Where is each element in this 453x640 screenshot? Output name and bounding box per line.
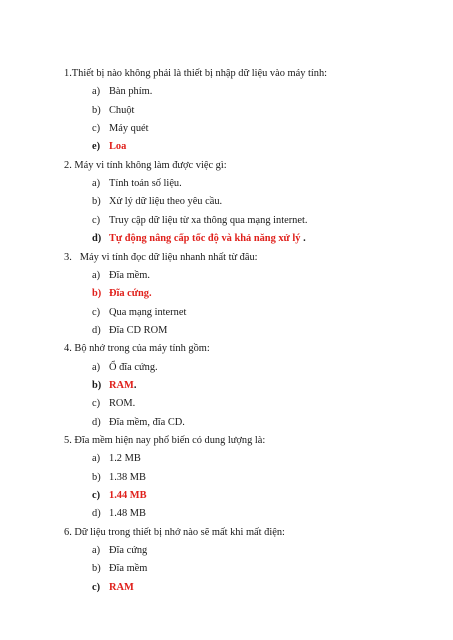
answer-letter: c) <box>92 214 101 226</box>
answer-option <box>92 104 134 117</box>
answer-text: Tính toán số liệu. <box>109 178 182 190</box>
answer-option <box>92 306 186 319</box>
correct-answer <box>92 287 152 300</box>
question-text <box>64 159 227 172</box>
answer-option <box>92 471 146 484</box>
answer-letter: c) <box>92 123 101 135</box>
correct-answer <box>92 581 134 594</box>
answer-text: Đĩa mềm. <box>109 269 150 281</box>
answer-option <box>92 195 222 208</box>
answer-text: Loa <box>109 141 127 153</box>
answer-text: 1.2 MB <box>109 453 141 465</box>
question-text <box>64 526 285 539</box>
answer-letter: b) <box>92 379 102 391</box>
answer-option <box>92 85 152 98</box>
answer-option <box>92 562 147 575</box>
answer-option <box>92 416 185 429</box>
question-label: 6. Dữ liệu trong thiết bị nhớ nào sẽ mất khi mất điện: <box>64 526 285 538</box>
answer-text: Máy quét <box>109 123 149 135</box>
answer-option <box>92 507 146 520</box>
answer-text: Đĩa cứng. <box>109 288 152 300</box>
answer-letter: d) <box>92 416 101 428</box>
correct-answer <box>92 232 306 245</box>
answer-option <box>92 177 182 190</box>
correct-answer <box>92 379 136 392</box>
answer-text: Đĩa mềm, đĩa CD. <box>109 416 185 428</box>
answer-letter: c) <box>92 306 101 318</box>
question-label: 2. Máy vi tính không làm được việc gì: <box>64 159 227 171</box>
answer-option <box>92 269 150 282</box>
answer-letter: c) <box>92 490 101 502</box>
answer-letter: d) <box>92 508 101 520</box>
answer-text: RAM <box>109 581 134 593</box>
question-text <box>64 67 327 80</box>
answer-text: Xử lý dữ liệu theo yêu cầu. <box>109 196 223 208</box>
answer-letter: a) <box>92 545 101 557</box>
question-label: 1.Thiết bị nào không phải là thiết bị nhập dữ liệu vào máy tính: <box>64 68 328 79</box>
answer-letter: a) <box>92 269 101 281</box>
answer-letter: b) <box>92 471 101 483</box>
answer-option <box>92 324 167 337</box>
answer-text: 1.38 MB <box>109 471 146 483</box>
answer-option <box>92 452 141 465</box>
answer-text: Ổ đĩa cứng. <box>109 361 158 373</box>
answer-letter: b) <box>92 104 101 116</box>
answer-text: ROM. <box>109 398 136 410</box>
question-text <box>64 434 265 447</box>
correct-answer <box>92 140 126 153</box>
answer-text: Truy cập dữ liệu từ xa thông qua mạng internet. <box>109 214 308 226</box>
answer-letter: e) <box>92 141 101 153</box>
answer-letter: c) <box>92 398 101 410</box>
answer-option <box>92 544 147 557</box>
answer-text: Tự động nâng cấp tốc độ và khả năng xử lý <box>109 233 301 245</box>
answer-text: Đĩa mềm <box>109 563 148 575</box>
answer-option <box>92 122 149 135</box>
question-text <box>64 342 210 355</box>
answer-letter: d) <box>92 233 102 245</box>
correct-answer <box>92 489 147 502</box>
question-label: Máy vi tính đọc dữ liệu nhanh nhất từ đâu: <box>79 251 258 263</box>
answer-letter: b) <box>92 288 102 300</box>
answer-letter: a) <box>92 86 101 98</box>
answer-suffix: . <box>300 233 306 245</box>
answer-option <box>92 361 158 374</box>
answer-letter: c) <box>92 581 101 593</box>
question-label: 5. Đĩa mềm hiện nay phổ biến có dung lượng là: <box>64 435 266 446</box>
answer-text: 1.48 MB <box>109 508 146 520</box>
answer-letter: b) <box>92 563 101 575</box>
answer-letter: a) <box>92 178 101 190</box>
question-label: 4. Bộ nhớ trong của máy tính gồm: <box>64 343 210 355</box>
answer-letter: d) <box>92 324 101 336</box>
answer-text: Đĩa CD ROM <box>109 324 168 336</box>
answer-text: 1.44 MB <box>109 490 147 502</box>
question-text <box>64 251 258 264</box>
answer-suffix: . <box>133 379 137 391</box>
answer-text: RAM <box>109 379 134 391</box>
answer-option <box>92 214 307 227</box>
answer-text: Qua mạng internet <box>109 306 187 318</box>
answer-letter: b) <box>92 196 101 208</box>
answer-text: Chuột <box>109 104 135 116</box>
answer-text: Bàn phím. <box>109 86 153 98</box>
answer-letter: a) <box>92 361 101 373</box>
answer-letter: a) <box>92 453 101 465</box>
answer-text: Đĩa cứng <box>109 545 148 557</box>
answer-option <box>92 397 135 410</box>
question-number: 3. <box>64 251 72 263</box>
